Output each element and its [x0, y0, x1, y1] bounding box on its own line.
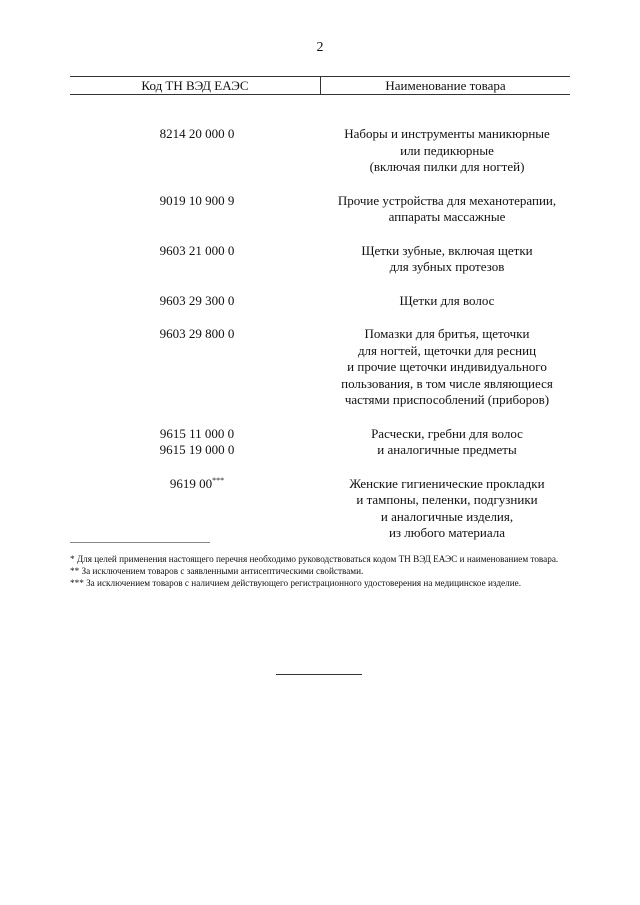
table-row: [70, 293, 570, 310]
goods-name-line: или педикюрные: [400, 142, 494, 158]
goods-name-line: и аналогичные предметы: [377, 442, 517, 457]
tnved-code: 9019 10 900 9: [159, 192, 235, 208]
goods-name-line: Прочие устройства для механотерапии,: [337, 192, 557, 208]
goods-name-cell: [324, 326, 570, 409]
footnote-3: *** За исключением товаров с наличием действующего регистрационного удостоверения на медицинское изделие.: [70, 578, 521, 588]
tnved-code-with-note: [70, 476, 324, 493]
goods-name-cell: [324, 243, 570, 276]
tnved-code: 9603 21 000 0: [159, 242, 235, 258]
table-row: [70, 193, 570, 226]
tnved-code-cell: [70, 126, 324, 176]
goods-name-line: для ногтей, щеточки для ресниц: [357, 342, 537, 358]
goods-name-line: пользования, в том числе являющиеся: [341, 375, 553, 391]
table-row: [70, 476, 570, 542]
goods-name-line: Женские гигиенические прокладки: [349, 475, 545, 491]
table-row: [70, 243, 570, 276]
page-number: 2: [316, 40, 324, 55]
goods-name-line: Наборы и инструменты маникюрные: [344, 126, 550, 141]
footnote-2: ** За исключением товаров с заявленными антисептическими свойствами.: [70, 566, 364, 576]
tnved-code: 8214 20 000 0: [159, 126, 235, 141]
goods-name-line: Щетки для волос: [399, 292, 495, 308]
goods-name-line: (включая пилки для ногтей): [369, 159, 525, 174]
goods-name-line: частями приспособлений (приборов): [344, 392, 550, 407]
tnved-code: 9615 11 000 0: [159, 425, 235, 441]
goods-name-line: Расчески, гребни для волос: [371, 425, 523, 441]
footnotes: [70, 553, 566, 589]
goods-name-line: и аналогичные изделия,: [380, 508, 514, 524]
goods-name-line: и прочие щеточки индивидуального: [347, 359, 547, 374]
goods-name-line: аппараты массажные: [388, 209, 506, 224]
footnote-marker: ***: [212, 475, 225, 485]
table-row: [70, 126, 570, 176]
goods-name-line: и тампоны, пеленки, подгузники: [356, 492, 538, 507]
table-row: [70, 326, 570, 409]
header-code-column: Код ТН ВЭД ЕАЭС: [70, 77, 321, 94]
goods-name-cell: [324, 193, 570, 226]
tnved-code-cell: [70, 293, 324, 310]
tnved-code-cell: [70, 193, 324, 226]
goods-name-line: Помазки для бритья, щеточки: [364, 326, 530, 341]
header-name-column: Наименование товара: [385, 78, 506, 93]
table-header: [70, 76, 570, 95]
tnved-code-cell: [70, 326, 324, 409]
goods-name-cell: [324, 126, 570, 176]
tnved-code-cell: [70, 476, 324, 542]
goods-table-body: [70, 126, 570, 559]
tnved-code: 9615 19 000 0: [159, 442, 235, 457]
tnved-code-cell: [70, 243, 324, 276]
goods-name-line: для зубных протезов: [389, 259, 505, 274]
goods-name-cell: [324, 293, 570, 310]
end-of-document-rule: [276, 674, 362, 675]
tnved-code-cell: [70, 426, 324, 459]
tnved-code: 9603 29 300 0: [159, 292, 235, 308]
goods-name-line: Щетки зубные, включая щетки: [361, 242, 533, 258]
goods-name-cell: [324, 476, 570, 542]
footnote-1: * Для целей применения настоящего перечня необходимо руководствоваться кодом ТН ВЭД ЕАЭС и наименованием товара.: [70, 554, 559, 564]
tnved-code: 9603 29 800 0: [159, 326, 235, 341]
goods-name-cell: [324, 426, 570, 459]
footnote-separator: [70, 542, 210, 543]
tnved-code: 9619 00: [169, 475, 213, 491]
table-row: [70, 426, 570, 459]
goods-name-line: из любого материала: [388, 525, 506, 540]
